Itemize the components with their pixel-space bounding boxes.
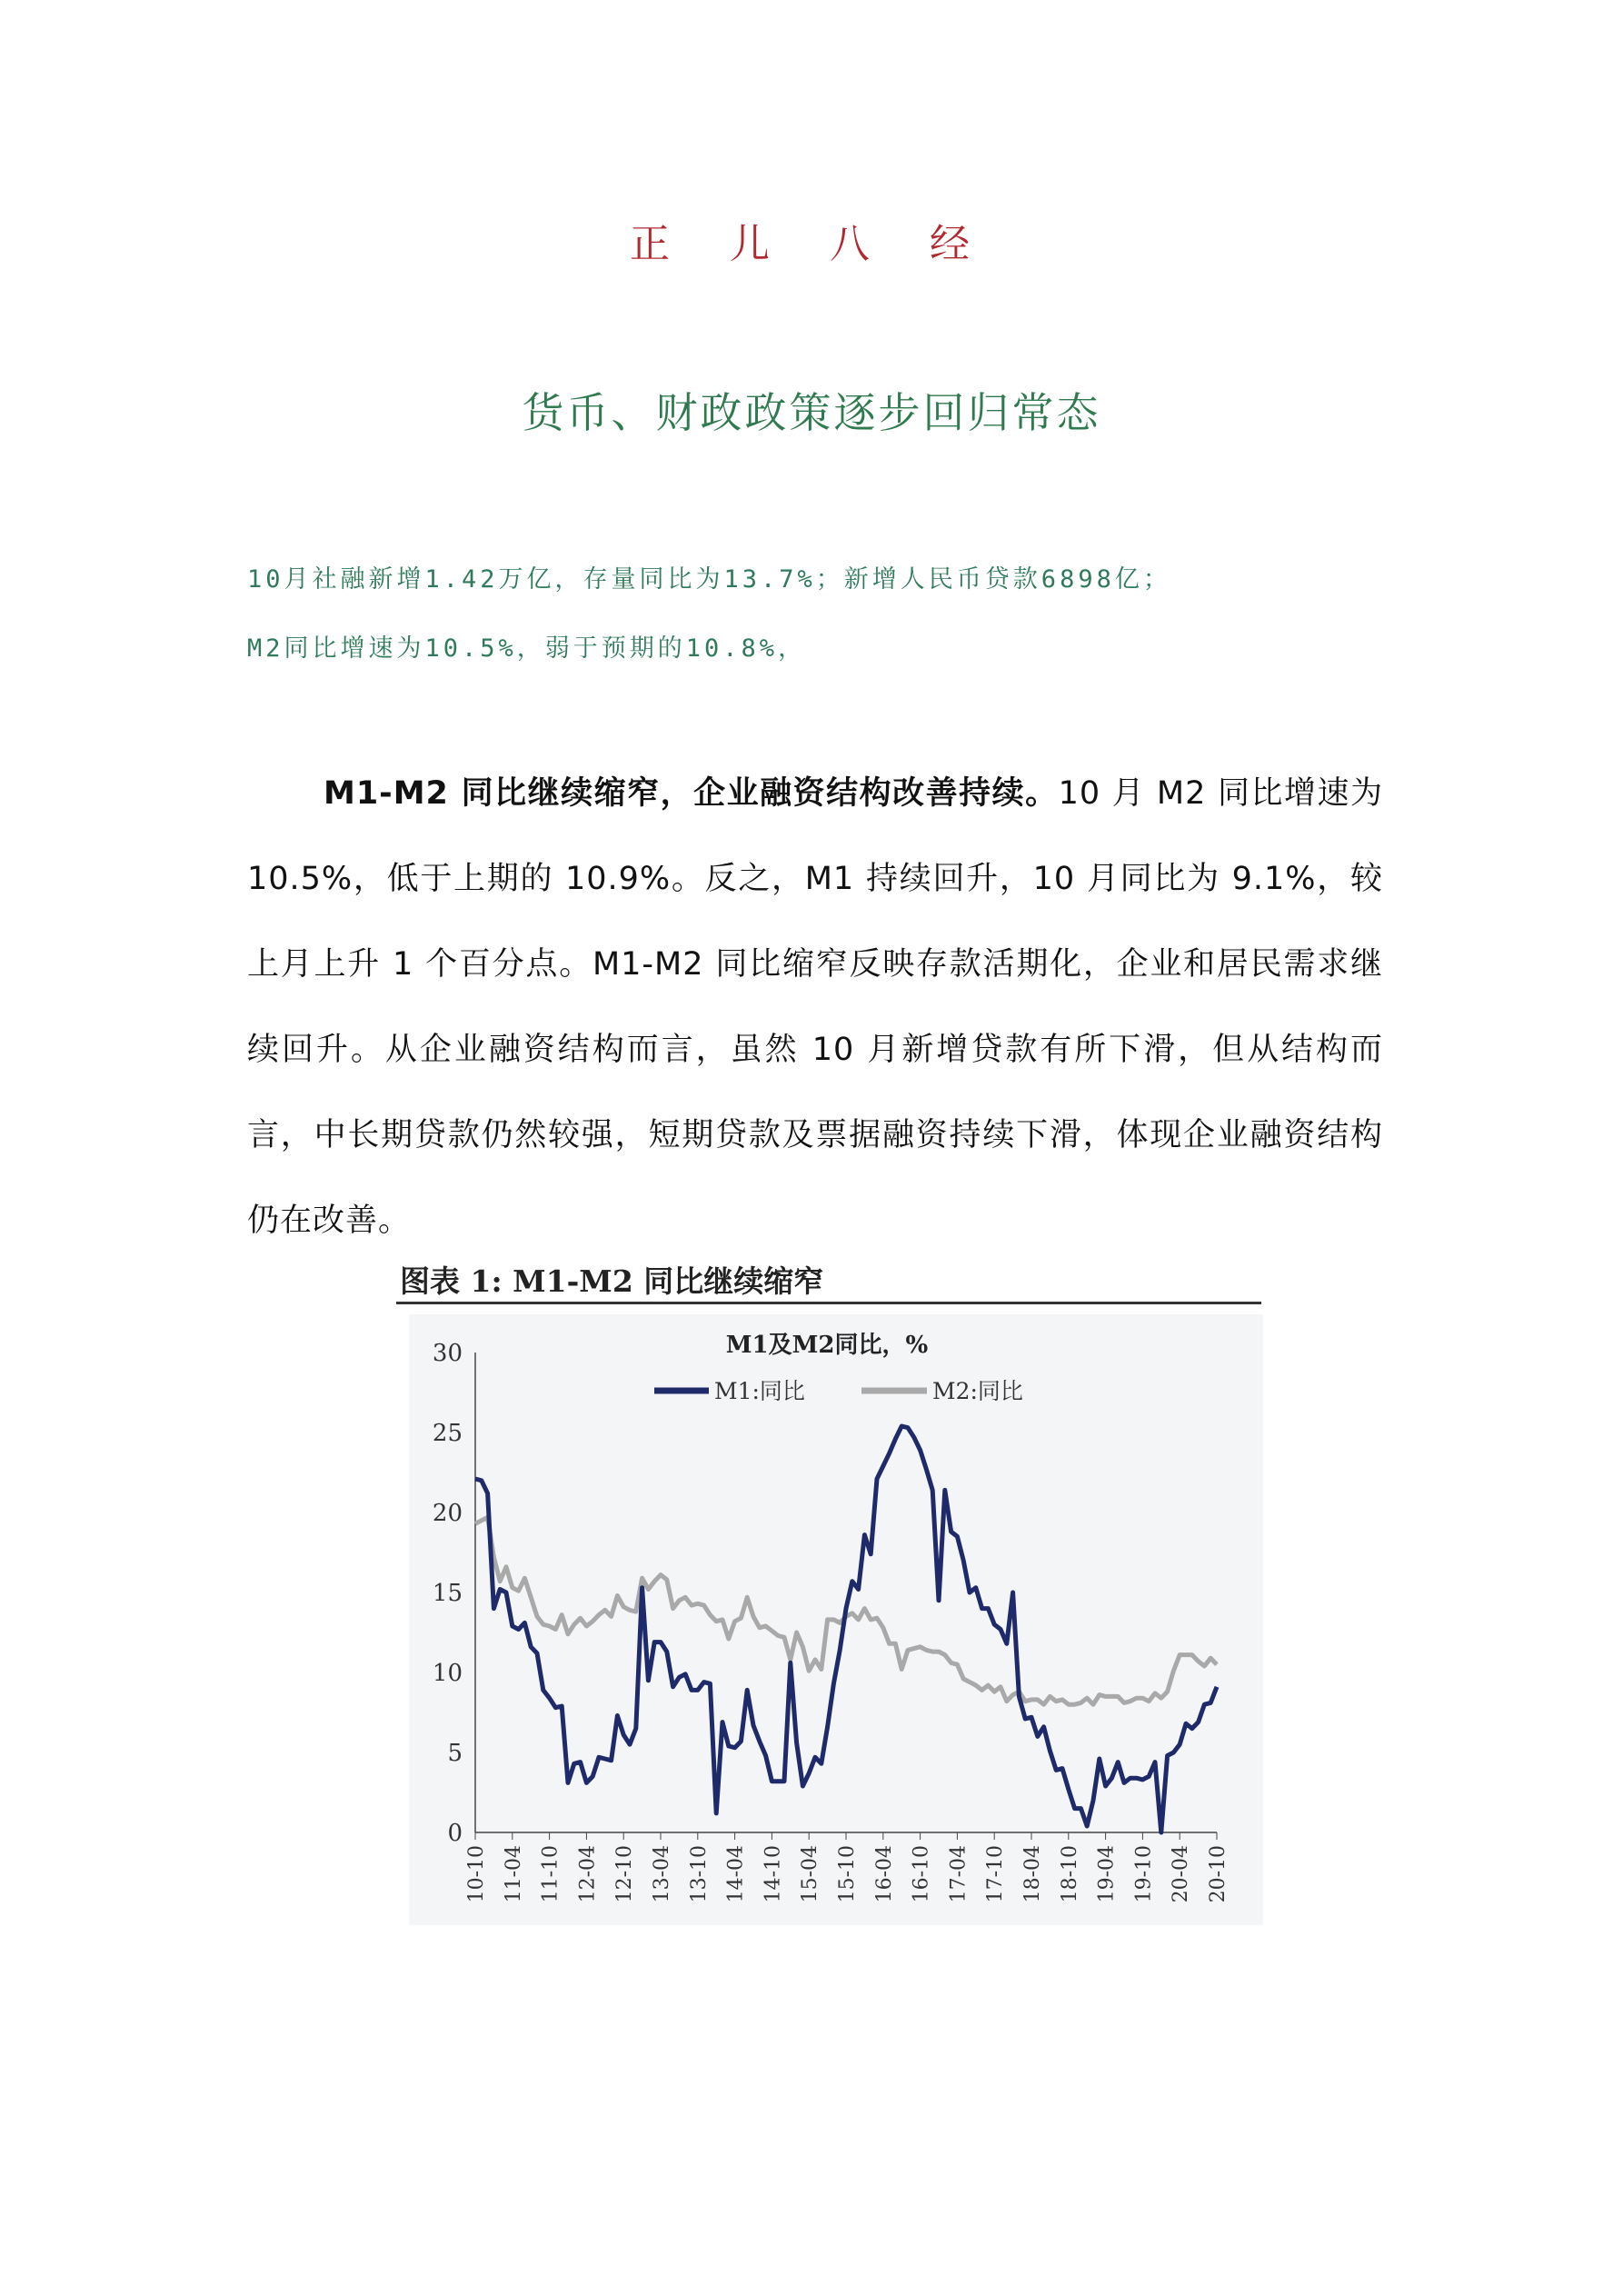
chart-title: M1及M2同比，%	[725, 1332, 929, 1359]
x-tick-label: 20-10	[1207, 1845, 1230, 1903]
x-tick-label: 13-10	[687, 1845, 711, 1903]
x-tick-label: 11-10	[539, 1845, 563, 1903]
paragraph-text: 10 月 M2 同比增速为 10.5%，低于上期的 10.9%。反之，M1 持续回升，10 月同比为 9.1%，较上月上升 1 个百分点。M1-M2 同比缩窄反映存款活期化，企业和居民需求继续回升。从企业融资结构而言，虽然 10 月新增贷款有所下滑，但从结构而言，中长期贷款仍然较强，短期贷款及票据融资持续下滑，体现企业融资结构仍在改善。	[247, 775, 1383, 1239]
y-tick-label: 20	[432, 1500, 463, 1527]
x-tick-label: 19-04	[1095, 1845, 1119, 1903]
brand-title: 正 儿 八 经	[630, 221, 993, 267]
x-tick-label: 16-10	[910, 1845, 933, 1903]
x-tick-label: 12-04	[576, 1845, 600, 1903]
legend-m2-label: M2:同比	[932, 1378, 1023, 1404]
x-tick-label: 13-04	[651, 1845, 673, 1903]
body-paragraph	[247, 751, 1383, 1263]
x-tick-label: 17-10	[984, 1845, 1008, 1903]
y-tick-label: 5	[447, 1740, 463, 1767]
x-tick-label: 17-04	[947, 1845, 971, 1903]
y-tick-label: 25	[432, 1420, 463, 1447]
legend-m1-label: M1:同比	[714, 1378, 805, 1404]
x-tick-label: 15-10	[836, 1845, 859, 1903]
page-title: 货币、财政政策逐步回归常态	[522, 388, 1101, 437]
figure-caption: 图表 1: M1-M2 同比继续缩窄	[400, 1263, 824, 1299]
x-tick-label: 10-10	[465, 1845, 488, 1903]
x-tick-label: 18-10	[1058, 1845, 1081, 1903]
x-tick-label: 18-04	[1021, 1845, 1044, 1903]
x-tick-label: 11-04	[502, 1845, 525, 1903]
summary-line-1: 10月社融新增1.42万亿，存量同比为13.7%；新增人民币贷款6898亿；	[247, 565, 1171, 594]
x-tick-label: 12-10	[613, 1845, 637, 1903]
x-tick-label: 20-04	[1170, 1845, 1193, 1903]
x-tick-label: 15-04	[799, 1845, 822, 1903]
paragraph-lead: M1-M2 同比继续缩窄，企业融资结构改善持续。	[324, 775, 1059, 812]
summary-block	[247, 545, 1392, 684]
x-tick-label: 14-10	[762, 1845, 785, 1903]
x-tick-label: 16-04	[872, 1845, 896, 1903]
m1-m2-chart	[391, 1253, 1263, 1925]
x-tick-label: 14-04	[724, 1845, 748, 1903]
y-tick-label: 0	[447, 1820, 463, 1847]
y-tick-label: 15	[432, 1580, 463, 1607]
summary-line-2: M2同比增速为10.5%，弱于预期的10.8%，	[247, 634, 807, 663]
y-tick-label: 10	[432, 1660, 463, 1687]
x-tick-label: 19-10	[1132, 1845, 1156, 1903]
y-tick-label: 30	[432, 1340, 463, 1367]
